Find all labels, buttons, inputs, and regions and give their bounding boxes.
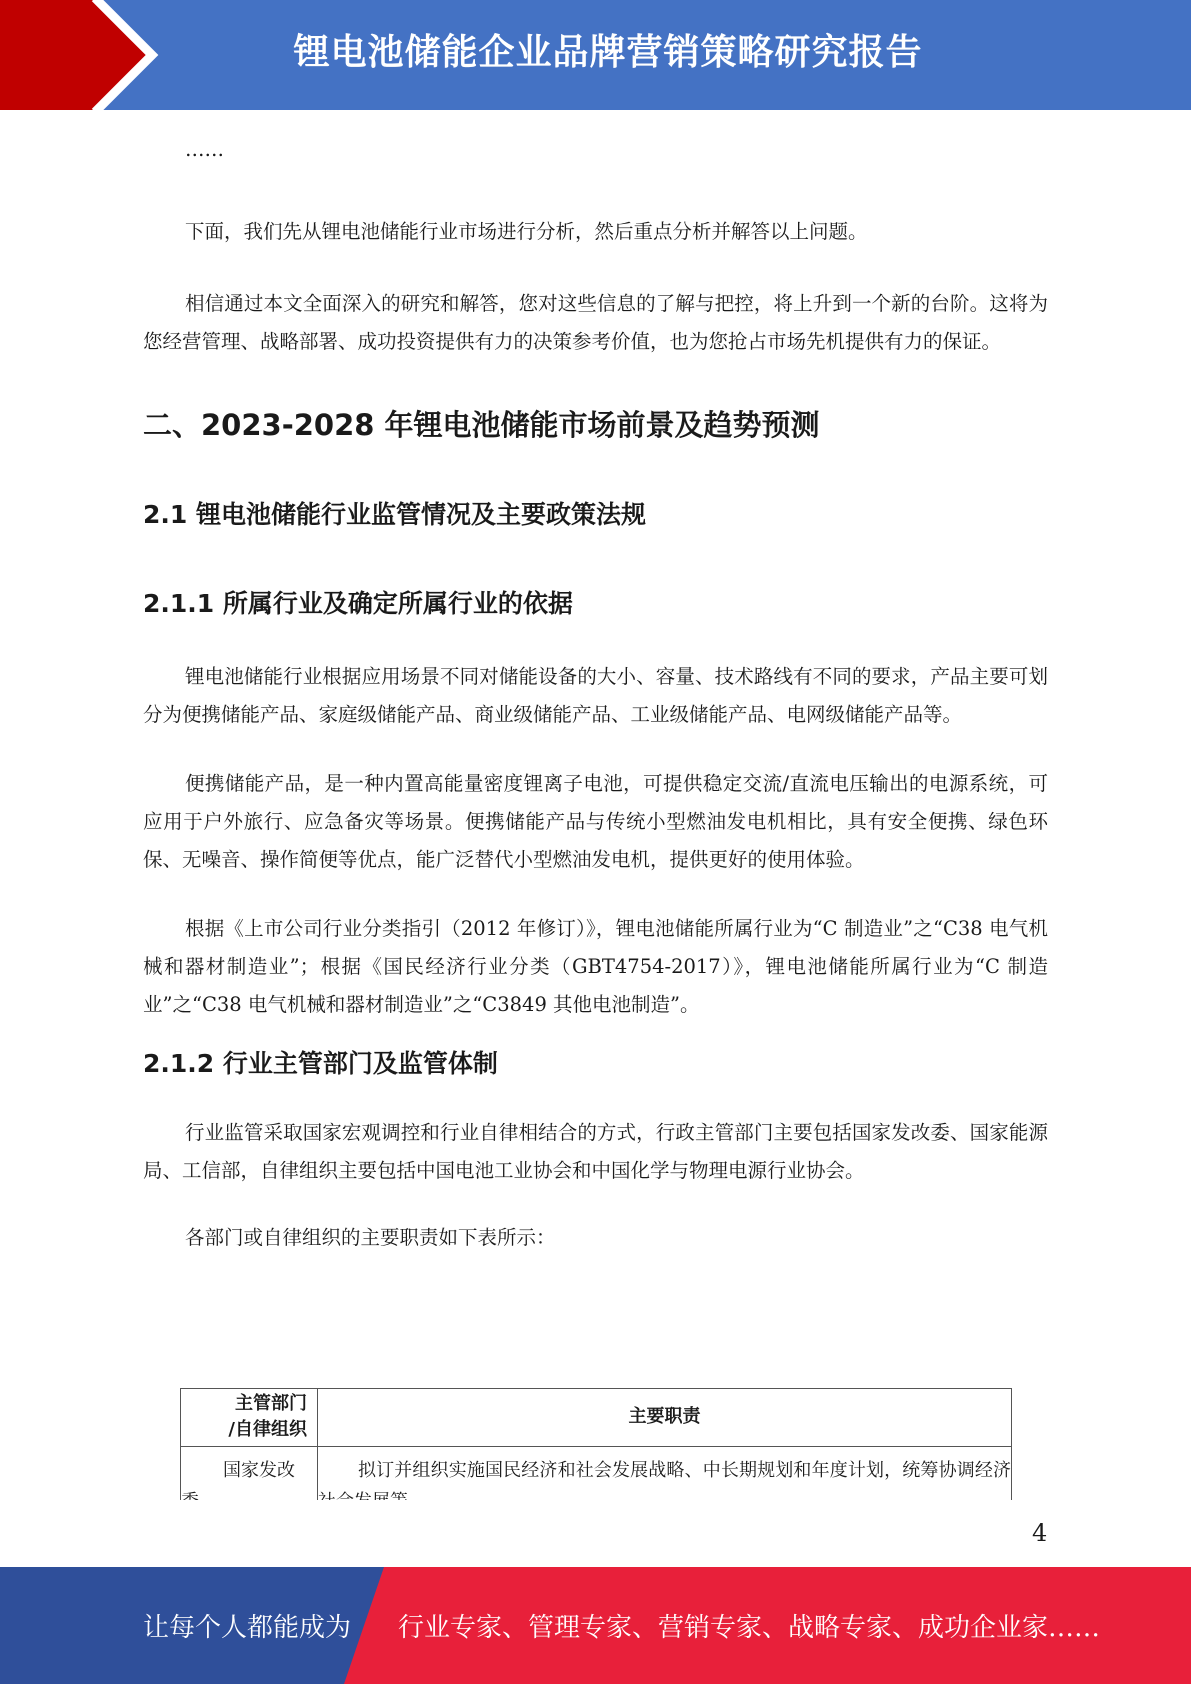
table-header-org [181, 1389, 318, 1447]
document-body [143, 110, 1048, 1257]
footer-slogan-left: 让每个人都能成为 [143, 1613, 352, 1643]
section-2-1-1-heading: 2.1.1 所属行业及确定所属行业的依据 [143, 589, 573, 618]
page-footer [0, 1567, 1191, 1684]
intro-paragraph-2: 相信通过本文全面深入的研究和解答，您对这些信息的了解与把控，将上升到一个新的台阶。这将为您经营管理、战略部署、成功投资提供有力的决策参考价值，也为您抢占市场先机提供有力的保证。 [143, 292, 1048, 353]
table-header-row [181, 1389, 1012, 1447]
section-2-1-2-paragraph-1: 行业监管采取国家宏观调控和行业自律相结合的方式，行政主管部门主要包括国家发改委、国家能源局、工信部，自律组织主要包括中国电池工业协会和中国化学与物理电源行业协会。 [143, 1121, 1048, 1182]
section-2-1-heading: 2.1 锂电池储能行业监管情况及主要政策法规 [143, 500, 646, 529]
footer-slogan-right: 行业专家、管理专家、营销专家、战略专家、成功企业家…… [398, 1613, 1101, 1643]
page-header [0, 0, 1191, 110]
table-cell-duty: 拟订并组织实施国民经济和社会发展战略、中长期规划和年度计划，统筹协调经济 [318, 1447, 1012, 1559]
section-2-1-1-paragraph-1: 锂电池储能行业根据应用场景不同对储能设备的大小、容量、技术路线有不同的要求，产品主要可划分为便携储能产品、家庭级储能产品、商业级储能产品、工业级储能产品、电网级储能产品等。 [143, 665, 1048, 726]
table-cell-org-line1: 国家发改 [223, 1460, 295, 1481]
table-header-duty: 主要职责 [318, 1389, 1012, 1447]
intro-paragraph-1: 下面，我们先从锂电池储能行业市场进行分析，然后重点分析并解答以上问题。 [185, 220, 868, 243]
table-header-org-line2: /自律组织 [228, 1419, 307, 1440]
table-page-cut [170, 1500, 1030, 1560]
table-header-org-line1: 主管部门 [235, 1393, 307, 1414]
page-number: 4 [1032, 1519, 1048, 1547]
ellipsis-paragraph: …… [185, 138, 224, 161]
header-title: 锂电池储能企业品牌营销策略研究报告 [293, 32, 923, 73]
section-2-1-1-paragraph-3: 根据《上市公司行业分类指引（2012 年修订）》，锂电池储能所属行业为“C 制造业”之“C38 电气机械和器材制造业”；根据《国民经济行业分类（GBT4754-2017）》，锂电池储能所属行业为“C 制造业”之“C38 电气机械和器材制造业”之“C3849 其他电池制造”。 [143, 917, 1048, 1016]
section-2-1-1-paragraph-2: 便携储能产品，是一种内置高能量密度锂离子电池，可提供稳定交流/直流电压输出的电源系统，可应用于户外旅行、应急备灾等场景。便携储能产品与传统小型燃油发电机相比，具有安全便携、绿色环保、无噪音、操作简便等优点，能广泛替代小型燃油发电机，提供更好的使用体验。 [143, 772, 1048, 871]
section-2-1-2-paragraph-2: 各部门或自律组织的主要职责如下表所示： [185, 1226, 556, 1249]
section-2-heading: 二、2023-2028 年锂电池储能市场前景及趋势预测 [143, 408, 820, 442]
section-2-1-2-heading: 2.1.2 行业主管部门及监管体制 [143, 1049, 498, 1078]
